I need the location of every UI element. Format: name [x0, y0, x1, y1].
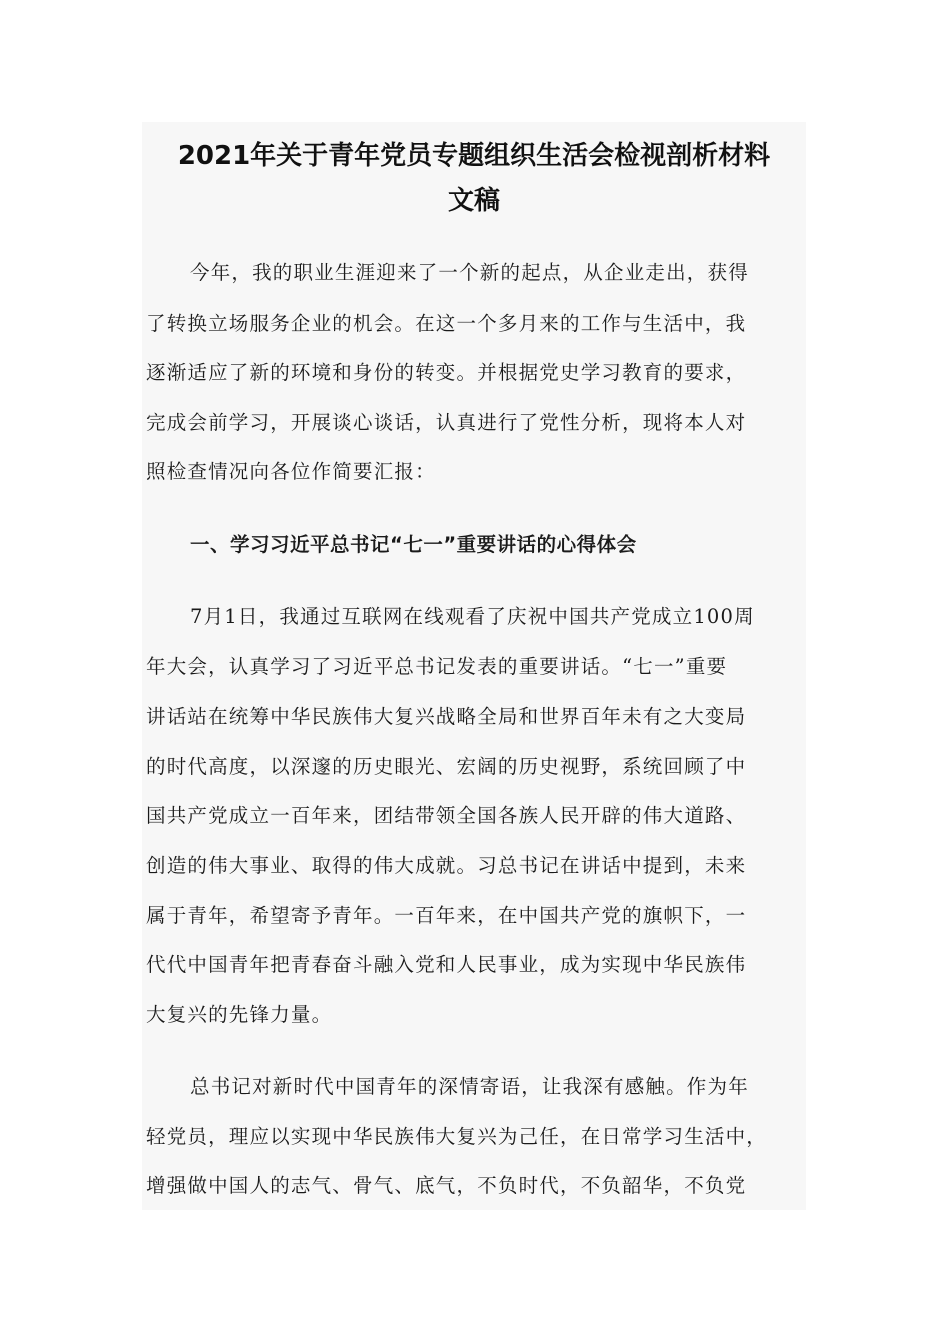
- paragraph-line: 年大会，认真学习了习近平总书记发表的重要讲话。“七一”重要: [146, 655, 728, 678]
- paragraph-line: 国共产党成立一百年来，团结带领全国各族人民开辟的伟大道路、: [146, 804, 747, 827]
- paragraph-line: 的时代高度，以深邃的历史眼光、宏阔的历史视野，系统回顾了中: [146, 755, 747, 778]
- document-title-line-2: 文稿: [447, 186, 500, 216]
- paragraph-line: 大复兴的先锋力量。: [146, 1003, 333, 1026]
- document-title-line-1: 2021年关于青年党员专题组织生活会检视剖析材料: [177, 141, 771, 171]
- section-heading: 一、学习习近平总书记“七一”重要讲话的心得体会: [190, 533, 637, 556]
- paragraph-line: 7月1日，我通过互联网在线观看了庆祝中国共产党成立100周: [190, 605, 755, 628]
- paragraph-line: 创造的伟大事业、取得的伟大成就。习总书记在讲话中提到，未来: [146, 854, 747, 877]
- paragraph-line: 完成会前学习，开展谈心谈话，认真进行了党性分析，现将本人对: [146, 411, 747, 434]
- paragraph-line: 今年，我的职业生涯迎来了一个新的起点，从企业走出，获得: [190, 261, 749, 284]
- paragraph-line: 讲话站在统筹中华民族伟大复兴战略全局和世界百年未有之大变局: [146, 705, 747, 728]
- paragraph-line: 逐渐适应了新的环境和身份的转变。并根据党史学习教育的要求，: [146, 361, 747, 384]
- paragraph-line: 照检查情况向各位作简要汇报：: [146, 460, 436, 483]
- paragraph-line: 增强做中国人的志气、骨气、底气，不负时代，不负韶华，不负党: [146, 1174, 747, 1197]
- paragraph-line: 轻党员，理应以实现中华民族伟大复兴为己任，在日常学习生活中，: [146, 1125, 768, 1148]
- paragraph-line: 总书记对新时代中国青年的深情寄语，让我深有感触。作为年: [190, 1075, 749, 1098]
- paragraph-line: 属于青年，希望寄予青年。一百年来，在中国共产党的旗帜下，一: [146, 904, 747, 927]
- paragraph-line: 了转换立场服务企业的机会。在这一个多月来的工作与生活中，我: [146, 312, 747, 335]
- paragraph-line: 代代中国青年把青春奋斗融入党和人民事业，成为实现中华民族伟: [146, 953, 747, 976]
